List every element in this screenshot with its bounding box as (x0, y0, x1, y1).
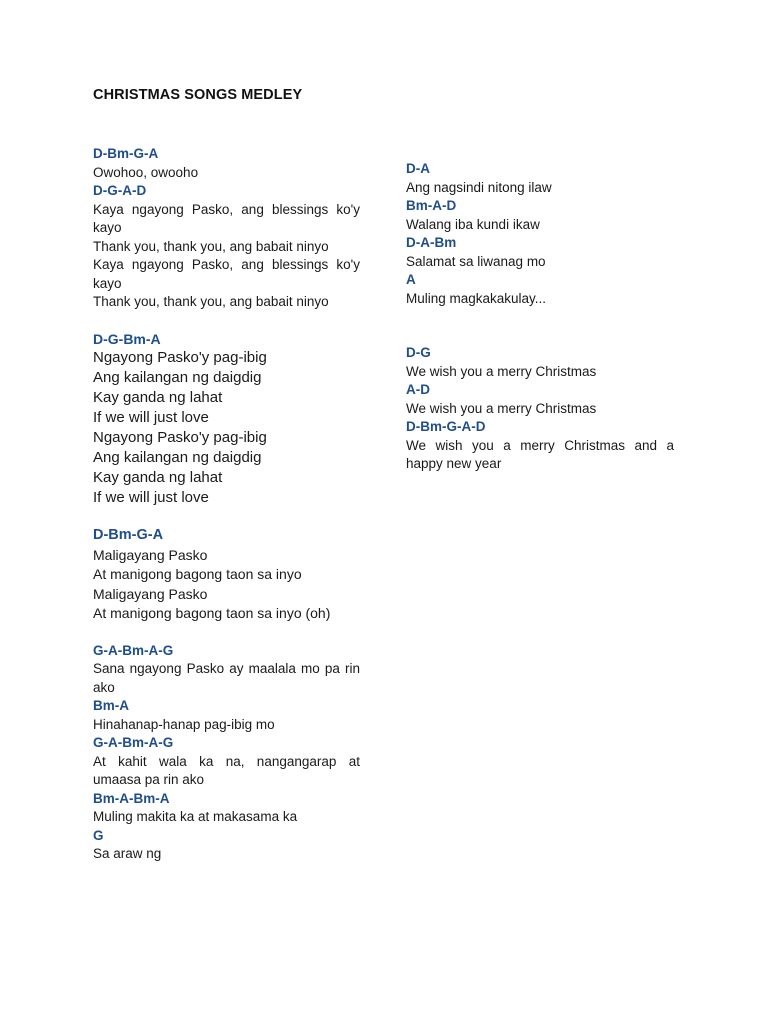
lyric-line: At kahit wala ka na, nangangarap at umaasa pa rin ako (93, 753, 360, 787)
lyric-line: Salamat sa liwanag mo (406, 253, 546, 269)
lyric-line: Ngayong Pasko'y pag-ibig (93, 349, 267, 366)
lyric-line: Kaya ngayong Pasko, ang blessings ko'y kayo (93, 257, 360, 291)
lyric-line: Sana ngayong Pasko ay maalala mo pa rin ako (93, 661, 360, 695)
chord-line: G-A-Bm-A-G (93, 642, 174, 658)
chord-line: Bm-A-Bm-A (93, 790, 170, 806)
lyric-line: We wish you a merry Christmas and a happy new year (406, 437, 674, 471)
verse-2 (93, 330, 360, 509)
chord-line: D-A (406, 161, 430, 176)
lyric-line: Thank you, thank you, ang babait ninyo (93, 294, 329, 309)
chord-line: Bm-A-D (406, 198, 457, 213)
page-title: CHRISTMAS SONGS MEDLEY (93, 87, 303, 103)
lyric-line: Ngayong Pasko'y pag-ibig (93, 429, 267, 446)
chord-line: G-A-Bm-A-G (93, 735, 174, 750)
lyric-line: We wish you a merry Christmas (406, 363, 597, 379)
chorus (93, 526, 360, 624)
lyric-line: Kay ganda ng lahat (93, 469, 223, 486)
verse-4 (406, 160, 674, 308)
chord-line: D-Bm-G-A-D (406, 419, 486, 434)
lyric-line: If we will just love (93, 409, 209, 426)
chord-line: G (93, 827, 104, 843)
verse-5 (406, 344, 674, 474)
left-column (93, 145, 360, 864)
chord-line: A-D (406, 382, 430, 397)
chord-line: Bm-A (93, 698, 129, 713)
chord-line: D-G-Bm-A (93, 330, 161, 347)
lyric-line: If we will just love (93, 489, 209, 506)
lyric-line: Thank you, thank you, ang babait ninyo (93, 238, 329, 254)
lyric-line: We wish you a merry Christmas (406, 400, 597, 416)
lyric-line: Sa araw ng (93, 846, 162, 861)
chord-line: D-G-A-D (93, 183, 147, 198)
lyric-line: Maligayang Pasko (93, 546, 208, 563)
lyric-line: Ang kailangan ng daigdig (93, 369, 262, 386)
lyric-line: Maligayang Pasko (93, 585, 208, 602)
lyric-line: Kaya ngayong Pasko, ang blessings ko'y kayo (93, 201, 360, 235)
lyric-line: Owohoo, owooho (93, 164, 199, 180)
lyric-line: Muling magkakakulay... (406, 290, 547, 306)
lyric-line: Walang iba kundi ikaw (406, 216, 540, 232)
right-column (406, 160, 674, 474)
verse-3 (93, 642, 360, 864)
lyric-line: Muling makita ka at makasama ka (93, 809, 298, 824)
lyric-line: Hinahanap-hanap pag-ibig mo (93, 716, 275, 732)
lyric-line: Ang kailangan ng daigdig (93, 449, 262, 466)
chord-line: A (406, 272, 416, 287)
chord-line: D-Bm-G-A (93, 146, 159, 161)
verse-1 (93, 145, 360, 312)
lyric-line: Kay ganda ng lahat (93, 389, 223, 406)
chord-line: D-Bm-G-A (93, 527, 164, 543)
chord-line: D-A-Bm (406, 235, 457, 250)
lyric-line: Ang nagsindi nitong ilaw (406, 179, 552, 195)
lyric-line: At manigong bagong taon sa inyo (93, 566, 302, 582)
chord-line: D-G (406, 345, 431, 360)
lyric-line: At manigong bagong taon sa inyo (oh) (93, 605, 331, 621)
